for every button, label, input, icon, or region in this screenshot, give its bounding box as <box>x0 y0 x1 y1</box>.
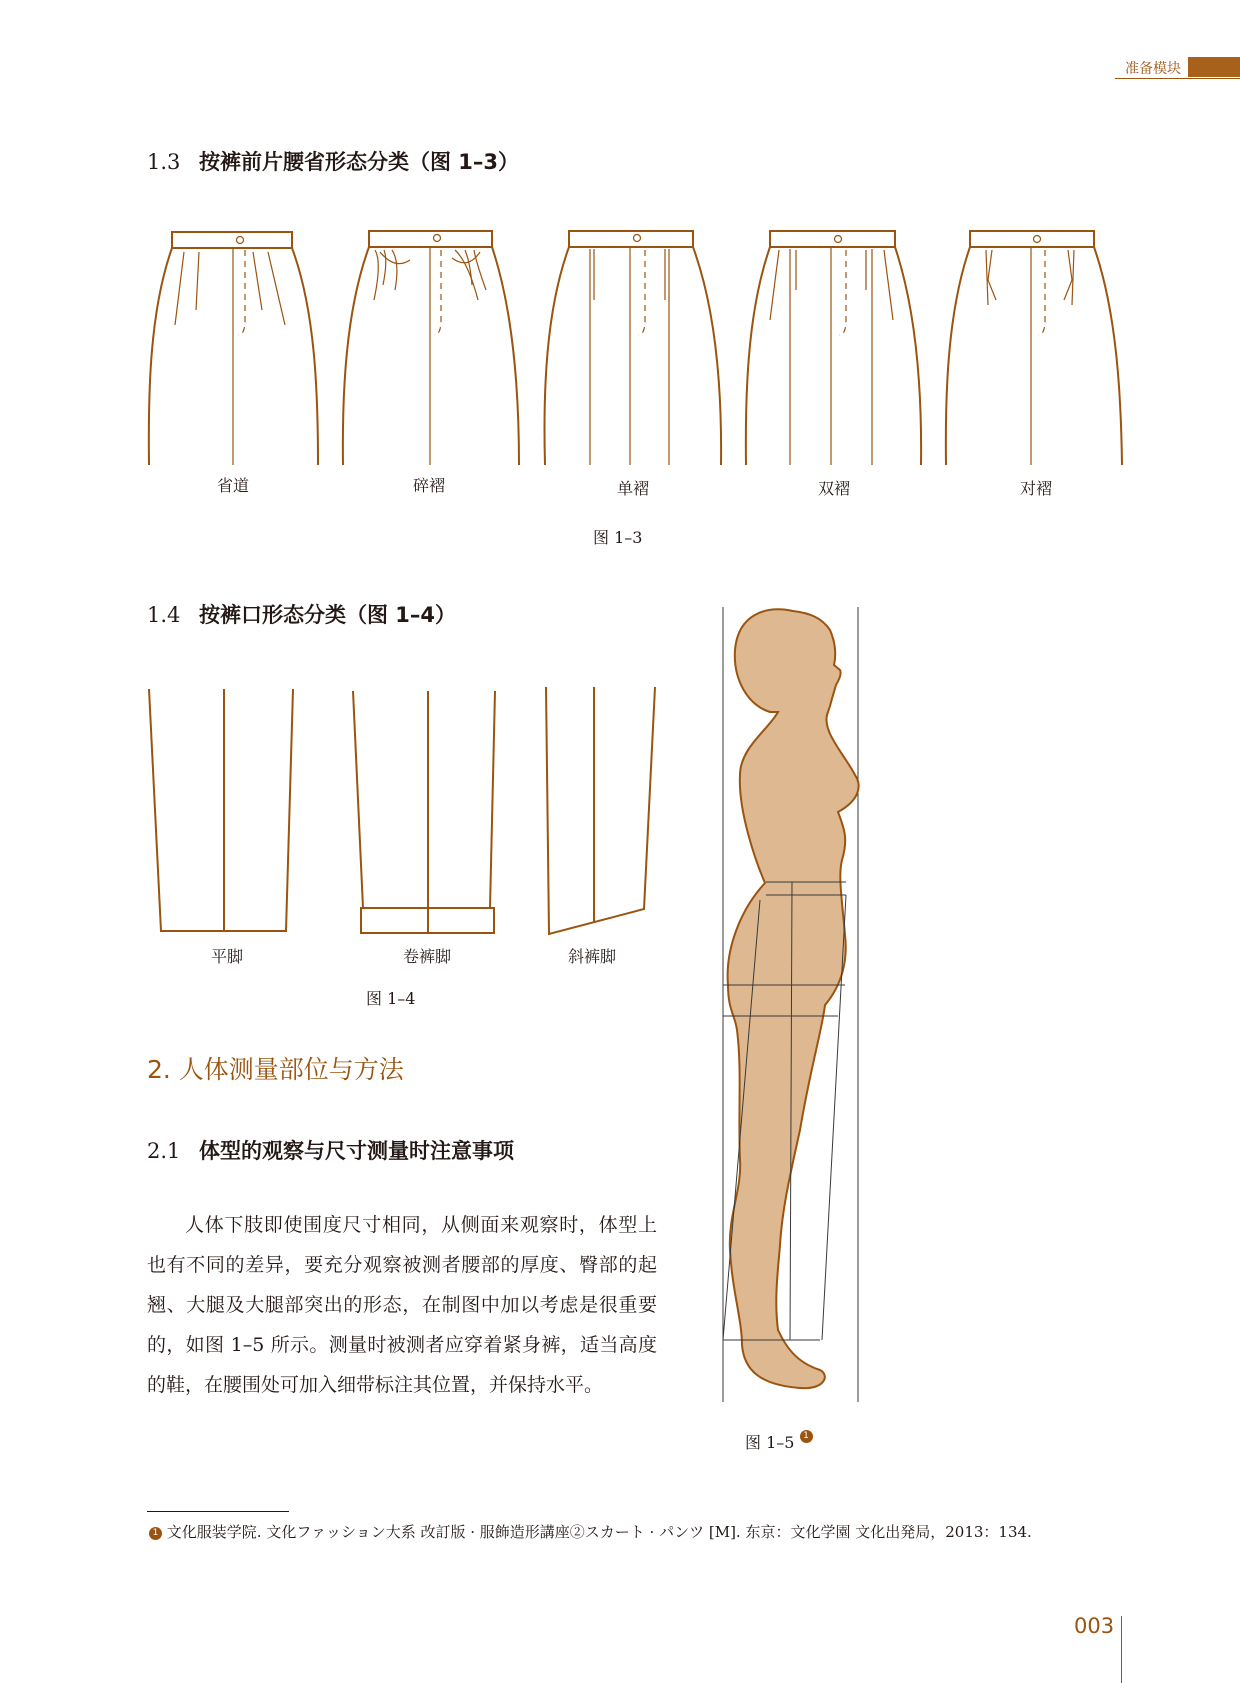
page-number: 003 <box>1074 1614 1115 1638</box>
page-number-rule <box>1121 1616 1122 1683</box>
heading-1-3-title: 按裤前片腰省形态分类（图 1–3） <box>199 150 520 174</box>
heading-1-4-title: 按裤口形态分类（图 1–4） <box>199 603 457 627</box>
heading-2-1-number: 2.1 <box>147 1139 181 1163</box>
section-label: 准备模块 <box>1125 61 1181 77</box>
body-silhouette <box>728 609 859 1388</box>
heading-2-1-title: 体型的观察与尺寸测量时注意事项 <box>199 1139 514 1163</box>
footnote <box>149 1518 1119 1546</box>
label-single-pleat: 单褶 <box>616 479 649 498</box>
label-darts: 省道 <box>216 476 249 495</box>
label-slanted-hem: 斜裤脚 <box>567 947 616 966</box>
caption-figure-1-4: 图 1–4 <box>366 989 416 1008</box>
footnote-text: 文化服装学院. 文化ファッション大系 改訂版 · 服飾造形講座②スカート · パンツ [M]. 东京：文化学園 文化出発局，2013：134. <box>166 1523 1032 1541</box>
heading-2-1 <box>147 1135 514 1165</box>
heading-1-4-number: 1.4 <box>147 603 181 627</box>
body-paragraph-text: 人体下肢即使围度尺寸相同，从侧面来观察时，体型上也有不同的差异，要充分观察被测者腰部的厚度、臀部的起翘、大腿及大腿部突出的形态，在制图中加以考虑是很重要的，如图 1–5 所示。测量时被测者应穿着紧身裤，适当高度的鞋，在腰围处可加入细带标注其位置，并保持水平。 <box>147 1214 657 1396</box>
label-box-pleat: 对褶 <box>1019 479 1052 498</box>
label-double-pleat: 双褶 <box>817 479 850 498</box>
heading-1-3-number: 1.3 <box>147 150 181 174</box>
body-paragraph <box>147 1205 657 1405</box>
caption-figure-1-3: 图 1–3 <box>593 528 643 547</box>
label-gathers: 碎褶 <box>412 476 445 495</box>
footnote-rule <box>147 1511 289 1512</box>
caption-figure-1-5 <box>745 1430 813 1453</box>
label-plain-hem: 平脚 <box>210 947 243 966</box>
heading-section-2: 2. 人体测量部位与方法 <box>147 1055 404 1084</box>
footnote-marker: 1 <box>149 1527 162 1540</box>
label-cuffed-hem: 卷裤脚 <box>402 947 451 966</box>
footnote-marker-badge[interactable]: 1 <box>800 1430 813 1443</box>
caption-figure-1-5-text: 图 1–5 <box>745 1433 795 1452</box>
